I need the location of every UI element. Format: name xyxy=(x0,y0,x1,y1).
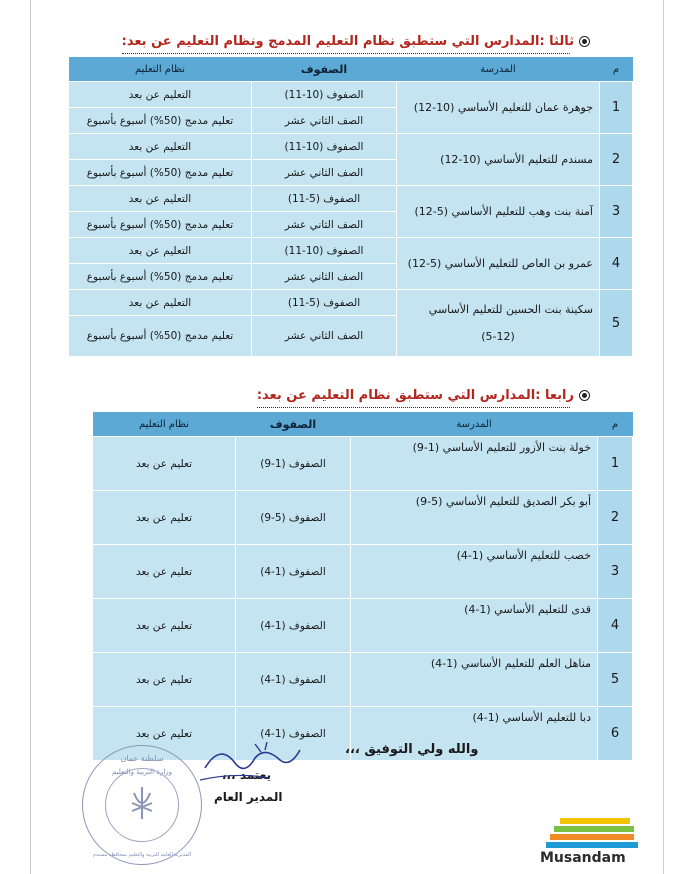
radio-bullet-icon xyxy=(579,390,590,401)
director-title: المدير العام xyxy=(214,790,283,804)
system-cell: التعليم عن بعد xyxy=(69,134,252,160)
grades-cell: الصفوف (1-4) xyxy=(236,653,351,707)
grades-cell: الصفوف (5-11) xyxy=(252,186,397,212)
row-num: 2 xyxy=(600,134,633,186)
system-cell: تعليم عن بعد xyxy=(93,707,236,761)
system-cell: التعليم عن بعد xyxy=(69,186,252,212)
system-cell: التعليم عن بعد xyxy=(69,290,252,316)
school-name: مسندم للتعليم الأساسي (10-12) xyxy=(397,134,600,186)
school-name: قدى للتعليم الأساسي (1-4) xyxy=(351,599,598,653)
signature xyxy=(195,738,305,786)
musandam-logo-text: Musandam xyxy=(540,850,626,866)
table-row xyxy=(93,491,633,545)
system-cell: تعليم مدمج (50%) أسبوع بأسبوع xyxy=(69,212,252,238)
system-cell: تعليم مدمج (50%) أسبوع بأسبوع xyxy=(69,108,252,134)
header-school: المدرسة xyxy=(397,57,600,82)
grades-cell: الصفوف (10-11) xyxy=(252,82,397,108)
header-num: م xyxy=(600,57,633,82)
header-system: نظام التعليم xyxy=(69,57,252,82)
table-row xyxy=(93,545,633,599)
school-name-line1: سكينة بنت الحسين للتعليم الأساسي xyxy=(428,303,593,316)
system-cell: تعليم عن بعد xyxy=(93,599,236,653)
system-cell: التعليم عن بعد xyxy=(69,238,252,264)
grades-cell: الصف الثاني عشر xyxy=(252,316,397,357)
grades-cell: الصفوف (10-11) xyxy=(252,238,397,264)
table-row xyxy=(69,290,633,316)
header-system: نظام التعليم xyxy=(93,412,236,437)
school-name: خصب للتعليم الأساسي (1-4) xyxy=(351,545,598,599)
grades-cell: الصف الثاني عشر xyxy=(252,108,397,134)
stamp-emblem xyxy=(105,768,179,842)
row-num: 1 xyxy=(600,82,633,134)
section3-heading xyxy=(122,34,590,49)
row-num: 2 xyxy=(598,491,633,545)
table-row xyxy=(69,238,633,264)
system-cell: التعليم عن بعد xyxy=(69,82,252,108)
stamp-text-top: سلطنة عمان xyxy=(120,754,164,763)
approval-text: يعتمد ،،، xyxy=(222,768,272,782)
row-num: 3 xyxy=(598,545,633,599)
system-cell: تعليم عن بعد xyxy=(93,491,236,545)
header-num: م xyxy=(598,412,633,437)
section4-heading xyxy=(257,388,590,403)
table-header-row xyxy=(93,412,633,437)
grades-cell: الصفوف (1-4) xyxy=(236,599,351,653)
table-row xyxy=(93,599,633,653)
school-name: مناهل العلم للتعليم الأساسي (1-4) xyxy=(351,653,598,707)
system-cell: تعليم مدمج (50%) أسبوع بأسبوع xyxy=(69,160,252,186)
school-name: جوهرة عمان للتعليم الأساسي (10-12) xyxy=(397,82,600,134)
grades-cell: الصفوف (1-4) xyxy=(236,545,351,599)
table-row xyxy=(69,186,633,212)
radio-bullet-icon xyxy=(579,36,590,47)
heading-underline xyxy=(257,407,570,408)
stamp-text-bottom: المديرية العامة للتربية والتعليم بمحافظة مسندم xyxy=(92,852,192,858)
section4-table xyxy=(92,412,633,761)
school-name xyxy=(397,290,600,357)
row-num: 6 xyxy=(598,707,633,761)
school-name: عمرو بن العاص للتعليم الأساسي (5-12) xyxy=(397,238,600,290)
row-num: 4 xyxy=(600,238,633,290)
row-num: 5 xyxy=(600,290,633,357)
table-row xyxy=(69,134,633,160)
row-num: 4 xyxy=(598,599,633,653)
school-name-line2: (5-12) xyxy=(481,330,515,343)
section3-heading-text: ثالثا :المدارس التي ستطبق نظام التعليم المدمج ونظام التعليم عن بعد: xyxy=(121,34,574,49)
row-num: 5 xyxy=(598,653,633,707)
school-name: دبا للتعليم الأساسي (1-4) xyxy=(351,707,598,761)
grades-cell: الصف الثاني عشر xyxy=(252,212,397,238)
system-cell: تعليم عن بعد xyxy=(93,545,236,599)
system-cell: تعليم عن بعد xyxy=(93,653,236,707)
grades-cell: الصف الثاني عشر xyxy=(252,160,397,186)
row-num: 1 xyxy=(598,437,633,491)
official-stamp xyxy=(82,745,202,865)
closing-text: والله ولي التوفيق ،،، xyxy=(345,742,479,757)
school-name: آمنة بنت وهب للتعليم الأساسي (5-12) xyxy=(397,186,600,238)
grades-cell: الصفوف (1-9) xyxy=(236,437,351,491)
header-grades: الصفوف xyxy=(252,57,397,82)
system-cell: تعليم مدمج (50%) أسبوع بأسبوع xyxy=(69,264,252,290)
table-row xyxy=(93,653,633,707)
grades-cell: الصفوف (5-11) xyxy=(252,290,397,316)
stamp-text-mid: وزارة التربية والتعليم xyxy=(111,768,173,776)
table-row xyxy=(69,82,633,108)
grades-cell: الصفوف (10-11) xyxy=(252,134,397,160)
grades-cell: الصف الثاني عشر xyxy=(252,264,397,290)
khanjar-emblem-icon xyxy=(106,769,178,841)
grades-cell: الصفوف (1-4) xyxy=(236,707,351,761)
system-cell: تعليم مدمج (50%) أسبوع بأسبوع xyxy=(69,316,252,357)
header-grades: الصفوف xyxy=(236,412,351,437)
school-name: خولة بنت الأزور للتعليم الأساسي (1-9) xyxy=(351,437,598,491)
heading-underline xyxy=(122,53,570,54)
system-cell: تعليم عن بعد xyxy=(93,437,236,491)
school-name: أبو بكر الصديق للتعليم الأساسي (5-9) xyxy=(351,491,598,545)
table-row xyxy=(93,437,633,491)
section4-heading-text: رابعا :المدارس التي ستطبق نظام التعليم عن بعد: xyxy=(256,388,574,403)
section3-table xyxy=(68,57,633,357)
table-header-row xyxy=(69,57,633,82)
row-num: 3 xyxy=(600,186,633,238)
header-school: المدرسة xyxy=(351,412,598,437)
grades-cell: الصفوف (5-9) xyxy=(236,491,351,545)
